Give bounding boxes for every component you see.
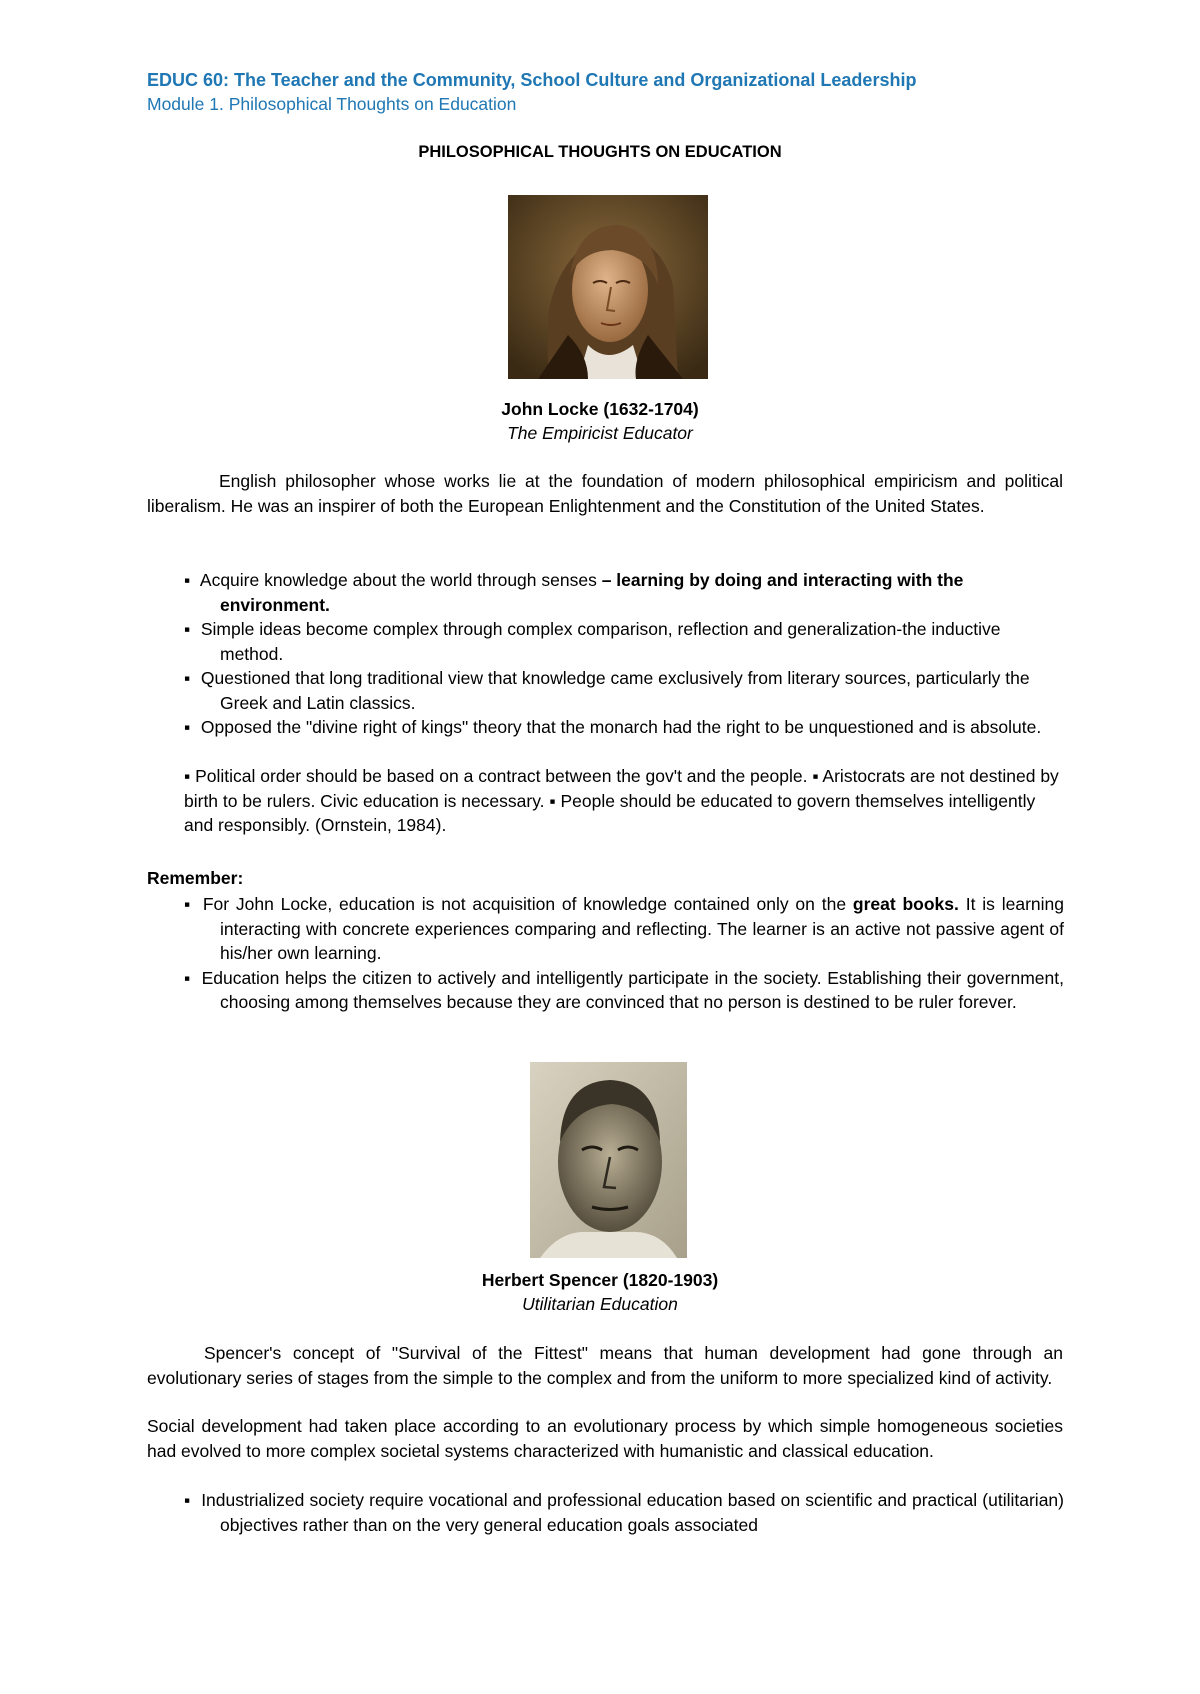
list-item: ▪ Education helps the citizen to actively and intelligently participate in the society. Establishing their government, choosing among themselves because they are convinced that no person is destined to be ruler forever. — [184, 967, 1064, 1012]
locke-bullet-list — [184, 568, 1064, 740]
list-item: ▪ Acquire knowledge about the world through senses – learning by doing and interacting with the environment. — [184, 570, 964, 615]
document-title: PHILOSOPHICAL THOUGHTS ON EDUCATION — [418, 143, 782, 161]
remember-heading: Remember: — [147, 868, 244, 888]
herbert-spencer-portrait — [530, 1062, 687, 1258]
remember-list — [184, 892, 1064, 1015]
locke-political-text: ▪ Political order should be based on a contract between the gov't and the people. ▪ Aristocrats are not destined by birth to be rulers. Civic education is necessary. ▪ People should be educated to govern themselves intelligently and responsibly. (Ornstein, 1984). — [184, 766, 1059, 835]
list-item: ▪ Opposed the "divine right of kings" theory that the monarch had the right to be unquestioned and is absolute. — [184, 717, 1042, 737]
spencer-paragraph-2: Social development had taken place according to an evolutionary process by which simple homogeneous societies had evolved to more complex societal systems characterized with humanistic and classical education. — [147, 1416, 1063, 1461]
john-locke-portrait — [508, 195, 708, 379]
list-item: ▪ For John Locke, education is not acquisition of knowledge contained only on the great books. It is learning interacting with concrete experiences comparing and reflecting. The learner is an active not passive agent of his/her own learning. — [184, 894, 1064, 963]
page-header — [147, 68, 1097, 116]
list-item: ▪ Questioned that long traditional view that knowledge came exclusively from literary sources, particularly the Greek and Latin classics. — [184, 668, 1030, 713]
locke-name: John Locke (1632-1704) — [501, 399, 699, 419]
locke-intro: English philosopher whose works lie at the foundation of modern philosophical empiricism and political liberalism. He was an inspirer of both the European Enlightenment and the Constitution of the United States. — [147, 471, 1063, 516]
module-title: Module 1. Philosophical Thoughts on Education — [147, 94, 517, 114]
spencer-name: Herbert Spencer (1820-1903) — [481, 1270, 719, 1290]
spencer-paragraph-1: Spencer's concept of "Survival of the Fittest" means that human development had gone through an evolutionary series of stages from the simple to the complex and from the uniform to more specialized kind of activity. — [147, 1343, 1063, 1388]
course-title: EDUC 60: The Teacher and the Community, School Culture and Organizational Leadership — [147, 70, 917, 90]
spencer-subtitle: Utilitarian Education — [522, 1294, 678, 1314]
list-item: ▪ Industrialized society require vocational and professional education based on scientific and practical (utilitarian) objectives rather than on the very general education goals associated — [184, 1490, 1064, 1535]
locke-subtitle: The Empiricist Educator — [507, 423, 693, 443]
spencer-bullet-list — [184, 1488, 1064, 1537]
list-item: ▪ Simple ideas become complex through complex comparison, reflection and generalization-the inductive method. — [184, 619, 1001, 664]
